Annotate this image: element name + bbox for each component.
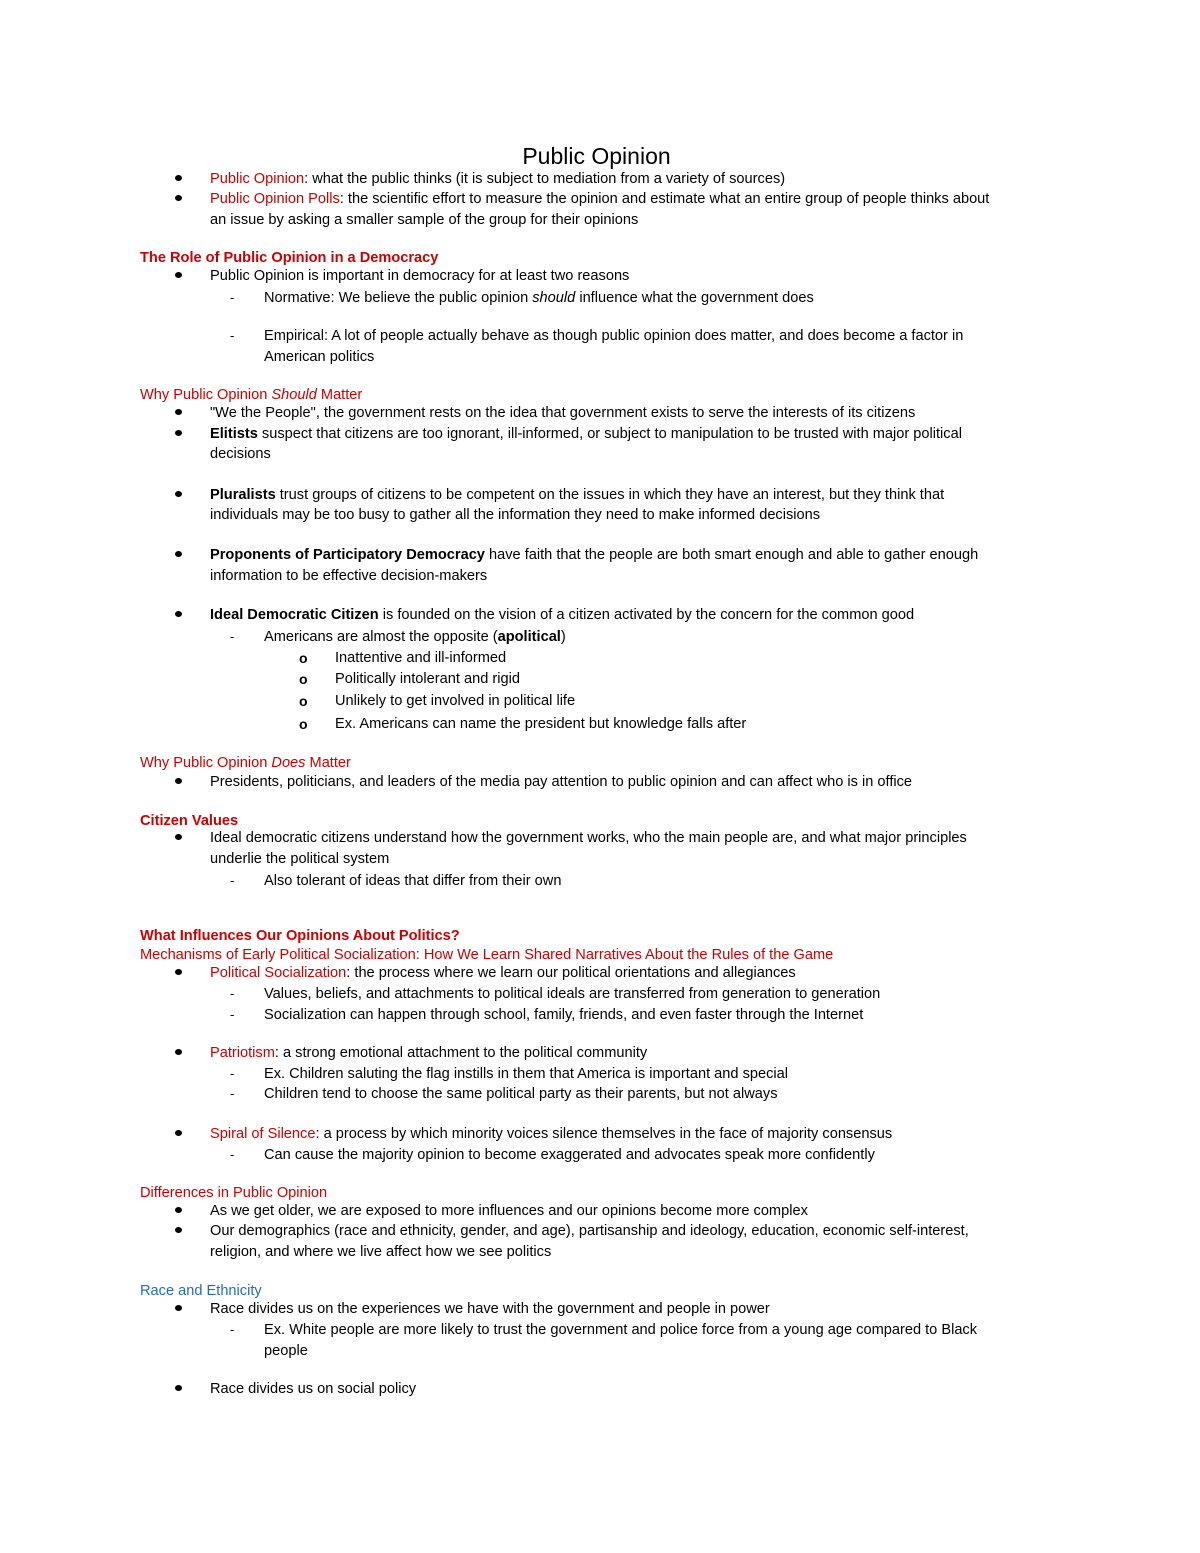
text: influence what the government does	[575, 290, 814, 306]
text: )	[560, 629, 566, 645]
dash-marker: -	[230, 1086, 235, 1101]
dash-marker: -	[230, 629, 235, 644]
does-bullet-1: Presidents, politicians, and leaders of the media pay attention to public opinion and can affect who is in office	[210, 774, 913, 790]
emphasis: apolitical	[497, 629, 561, 645]
definition: : the process where we learn our political orientations and allegiances	[346, 965, 796, 981]
should-bullet-pluralists-cont: individuals may be too busy to gather all the information they need to make informed decisions	[210, 507, 821, 523]
should-sub-3: Unlikely to get involved in political life	[335, 693, 576, 709]
page-title: Public Opinion	[522, 143, 671, 169]
bullet-icon	[175, 1227, 182, 1233]
values-bullet-1-cont: underlie the political system	[210, 851, 390, 867]
dash-marker: -	[230, 328, 235, 343]
text: Matter	[316, 387, 363, 403]
definition: suspect that citizens are too ignorant, ill-informed, or subject to manipulation to be trusted with major political	[257, 426, 962, 442]
should-bullet-participatory-cont: information to be effective decision-makers	[210, 568, 488, 584]
bullet-icon	[175, 1049, 182, 1055]
role-empirical-cont: American politics	[264, 349, 375, 365]
influences-bullet-socialization	[210, 963, 796, 983]
bullet-icon	[175, 175, 182, 181]
values-tolerant: Also tolerant of ideas that differ from their own	[264, 873, 562, 889]
bullet-icon	[175, 272, 182, 278]
emphasis: should	[532, 290, 576, 306]
term: Proponents of Participatory Democracy	[210, 547, 485, 563]
emphasis: Does	[271, 755, 306, 771]
term: Public Opinion	[210, 171, 305, 187]
role-empirical: Empirical: A lot of people actually behave as though public opinion does matter, and does become a factor in	[264, 328, 964, 344]
race-bullet-2: Race divides us on social policy	[210, 1381, 417, 1397]
dash-marker: -	[230, 873, 235, 888]
role-bullet-1: Public Opinion is important in democracy for at least two reasons	[210, 268, 630, 284]
section-heading-differences: Differences in Public Opinion	[140, 1185, 328, 1201]
spiral-point-1: Can cause the majority opinion to become exaggerated and advocates speak more confidently	[264, 1147, 875, 1163]
socialization-point-2: Socialization can happen through school, family, friends, and even faster through the Internet	[264, 1007, 864, 1023]
differences-bullet-1: As we get older, we are exposed to more influences and our opinions become more complex	[210, 1203, 808, 1219]
circle-bullet-icon: o	[299, 671, 308, 687]
should-bullet-ideal-citizen	[210, 605, 914, 625]
text: Why Public Opinion	[140, 755, 272, 771]
bullet-icon	[175, 1207, 182, 1213]
dash-marker: -	[230, 1147, 235, 1162]
intro-bullet-1	[210, 169, 785, 189]
influences-bullet-patriotism	[210, 1043, 647, 1063]
section-heading-should	[140, 385, 362, 405]
definition: have faith that the people are both smart enough and able to gather enough	[484, 547, 979, 563]
intro-bullet-2	[210, 189, 989, 209]
term: Political Socialization	[210, 965, 347, 981]
bullet-icon	[175, 491, 182, 497]
differences-bullet-2-cont: religion, and where we live affect how we see politics	[210, 1244, 552, 1260]
term: Patriotism	[210, 1045, 275, 1061]
should-sub-4: Ex. Americans can name the president but knowledge falls after	[335, 716, 747, 732]
definition: trust groups of citizens to be competent on the issues in which they have an interest, but they think that	[275, 487, 945, 503]
differences-bullet-2: Our demographics (race and ethnicity, gender, and age), partisanship and ideology, education, economic self-interest,	[210, 1223, 969, 1239]
definition: : the scientific effort to measure the opinion and estimate what an entire group of people thinks about	[339, 191, 990, 207]
text: Americans are almost the opposite (	[264, 629, 498, 645]
role-normative	[264, 288, 814, 308]
section-subheading-mechanisms: Mechanisms of Early Political Socialization: How We Learn Shared Narratives About the Rules of the Game	[140, 947, 834, 963]
text: Normative: We believe the public opinion	[264, 290, 533, 306]
influences-bullet-spiral	[210, 1124, 892, 1144]
bullet-icon	[175, 1305, 182, 1311]
bullet-icon	[175, 778, 182, 784]
intro-bullet-2-cont: an issue by asking a smaller sample of the group for their opinions	[210, 212, 639, 228]
patriotism-point-1: Ex. Children saluting the flag instills in them that America is important and special	[264, 1066, 789, 1082]
term: Public Opinion Polls	[210, 191, 340, 207]
dash-marker: -	[230, 290, 235, 305]
circle-bullet-icon: o	[299, 716, 308, 732]
emphasis: Should	[271, 387, 317, 403]
bullet-icon	[175, 409, 182, 415]
should-bullet-participatory	[210, 545, 978, 565]
should-bullet-elitists-cont: decisions	[210, 446, 271, 462]
bullet-icon	[175, 834, 182, 840]
dash-marker: -	[230, 1322, 235, 1337]
should-sub-1: Inattentive and ill-informed	[335, 650, 507, 666]
circle-bullet-icon: o	[299, 650, 308, 666]
circle-bullet-icon: o	[299, 693, 308, 709]
dash-marker: -	[230, 986, 235, 1001]
dash-marker: -	[230, 1066, 235, 1081]
bullet-icon	[175, 1385, 182, 1391]
section-heading-influences: What Influences Our Opinions About Politics?	[140, 928, 460, 944]
definition: : a process by which minority voices silence themselves in the face of majority consensus	[315, 1126, 893, 1142]
should-bullet-pluralists	[210, 485, 944, 505]
definition: is founded on the vision of a citizen activated by the concern for the common good	[378, 607, 915, 623]
bullet-icon	[175, 611, 182, 617]
socialization-point-1: Values, beliefs, and attachments to political ideals are transferred from generation to generation	[264, 986, 881, 1002]
text: Matter	[305, 755, 351, 771]
race-example: Ex. White people are more likely to trust the government and police force from a young age compared to Black	[264, 1322, 978, 1338]
section-heading-race: Race and Ethnicity	[140, 1283, 262, 1299]
bullet-icon	[175, 430, 182, 436]
section-heading-role: The Role of Public Opinion in a Democracy	[140, 250, 439, 266]
term: Ideal Democratic Citizen	[210, 607, 379, 623]
bullet-icon	[175, 969, 182, 975]
definition: : a strong emotional attachment to the political community	[274, 1045, 648, 1061]
race-example-cont: people	[264, 1343, 308, 1359]
bullet-icon	[175, 551, 182, 557]
patriotism-point-2: Children tend to choose the same political party as their parents, but not always	[264, 1086, 778, 1102]
bullet-icon	[175, 195, 182, 201]
section-heading-values: Citizen Values	[140, 813, 239, 829]
should-bullet-1: "We the People", the government rests on the idea that government exists to serve the interests of its citizens	[210, 405, 916, 421]
race-bullet-1: Race divides us on the experiences we have with the government and people in power	[210, 1301, 770, 1317]
term: Spiral of Silence	[210, 1126, 316, 1142]
should-apolitical	[264, 627, 566, 647]
term: Elitists	[210, 426, 258, 442]
should-bullet-elitists	[210, 424, 962, 444]
bullet-icon	[175, 1130, 182, 1136]
values-bullet-1: Ideal democratic citizens understand how the government works, who the main people are, and what major principles	[210, 830, 967, 846]
definition: : what the public thinks (it is subject to mediation from a variety of sources)	[304, 171, 786, 187]
text: Why Public Opinion	[140, 387, 272, 403]
section-heading-does	[140, 753, 351, 773]
term: Pluralists	[210, 487, 276, 503]
dash-marker: -	[230, 1007, 235, 1022]
should-sub-2: Politically intolerant and rigid	[335, 671, 520, 687]
